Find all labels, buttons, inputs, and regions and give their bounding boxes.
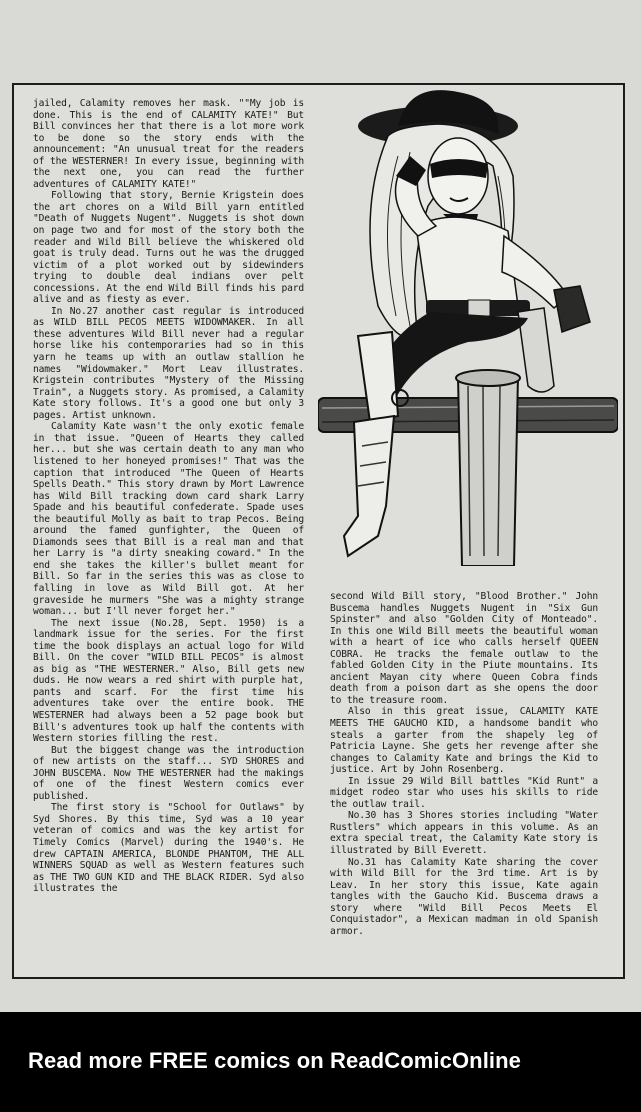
paragraph: The first story is "School for Outlaws" by Syd Shores. By this time, Syd was a 10 year veteran of comics and was the key artist for Timely Comics (Marvel) during the 1940's. He drew CAPTAIN AMERICA, BLONDE PHANTOM, THE ALL WINNERS SQUAD as well as Western features such as THE TWO GUN KID and THE BLACK RIDER. Syd also illustrates the [33, 802, 304, 895]
paragraph: Calamity Kate wasn't the only exotic female in that issue. "Queen of Hearts they called her... but she was certain death to any man who listened to her honeyed promises!" That was the caption that introduced "The Queen of Hearts Spells Death." This story drawn by Mort Lawrence has Wild Bill tracking down card shark Larry Spade and his beautiful confederate. Spade uses the beautiful Molly as bait to trap Pecos. Being around the famed gunfighter, the Queen of Diamonds sees that Bill is a real man and that her Larry is "a dirty sneaking coward." In the end she takes the killer's bullet meant for Bill. So far in the series this was as close to falling in love as Wild Bill got. At her graveside he murmers "She was a mighty strange woman... but I'll never forget her." [33, 421, 304, 618]
fence-post [458, 376, 518, 566]
paragraph: Also in this great issue, CALAMITY KATE MEETS THE GAUCHO KID, a handsome bandit who steals a garter from the shapely leg of Patricia Layne. She gets her revenge after she changes to Calamity Kate and brings the Kid to justice. Art by John Rosenberg. [330, 706, 598, 776]
paragraph: The next issue (No.28, Sept. 1950) is a landmark issue for the series. For the first time the book displays an actual logo for Wild Bill. On the cover "WILD BILL PECOS" is almost as big as "THE WESTERNER." Also, Bill gets new duds. He now wears a red shirt with purple hat, pants and scarf. For the first time his adventures take over the entire book. THE WESTERNER had always been a 52 page book but Bill's adventures took up half the contents with Western stories filling the rest. [33, 617, 304, 745]
paragraph: Following that story, Bernie Krigstein does the art chores on a Wild Bill yarn entitled "Death of Nuggets Nugent". Nuggets is shot down on page two and for most of the story both the reader and Wild Bill believe the whiskered old goat is truly dead. Turns out he was the drugged victim of a plot worked out by sidewinders trying to double deal indians over pelt concessions. At the end Wild Bill finds his pard alive and as fiesty as ever. [33, 190, 304, 306]
article-left-column [33, 98, 304, 895]
paragraph: No.31 has Calamity Kate sharing the cover with Wild Bill for the 3rd time. Art is by Leav. In her story this issue, Kate again tangles with the Gaucho Kid. Buscema draws a story where "Wild Bill Pecos Meets El Conquistador", a Mexican madman in old Spanish armor. [330, 856, 598, 937]
paragraph: jailed, Calamity removes her mask. ""My job is done. This is the end of CALAMITY KATE!" But Bill convinces her that there is a lot more work to be done so the story ends with the announcement: "An unusual treat for the readers of the WESTERNER! In every issue, beginning with the next one, you can read the further adventures of CALAMITY KATE!" [33, 98, 304, 190]
paragraph: second Wild Bill story, "Blood Brother." John Buscema handles Nuggets Nugent in "Six Gun Spinster" and also "Golden City of Monteado". In this one Wild Bill meets the beautiful woman with a heart of ice who calls herself QUEEN COBRA. He tracks the female outlaw to the fabled Golden City in the Piute mountains. Its ancient Mayan city where Queen Cobra finds death from a poison dart as she opens the door to the treasure room. [330, 591, 598, 706]
promo-banner-text[interactable]: Read more FREE comics on ReadComicOnline [28, 1048, 522, 1073]
paragraph: No.30 has 3 Shores stories including "Water Rustlers" which appears in this volume. As an extra special treat, the Calamity Kate story is illustrated by Bill Everett. [330, 810, 598, 857]
article-right-column [330, 591, 598, 937]
paragraph: In issue 29 Wild Bill battles "Kid Runt" a midget rodeo star who uses his skills to ride the outlaw trail. [330, 775, 598, 810]
boot-lower [344, 416, 394, 556]
paragraph: In No.27 another cast regular is introduced as WILD BILL PECOS MEETS WIDOWMAKER. In all these adventures Wild Bill never had a regular horse like his contemporaries had so in this yarn he teams up with an outlaw stallion he names "Widowmaker." Mort Leav illustrates. Krigstein contributes "Mystery of the Missing Train", a Nuggets story. As promised, a Calamity Kate story follows. It's a good one but only 3 pages. Artist unknown. [33, 305, 304, 421]
calamity-kate-illustration [318, 86, 618, 566]
glove-right [554, 286, 590, 332]
paragraph: But the biggest change was the introduction of new artists on the staff... SYD SHORES and JOHN BUSCEMA. Now THE WESTERNER had the makings of one of the finest Western comics ever published. [33, 744, 304, 802]
